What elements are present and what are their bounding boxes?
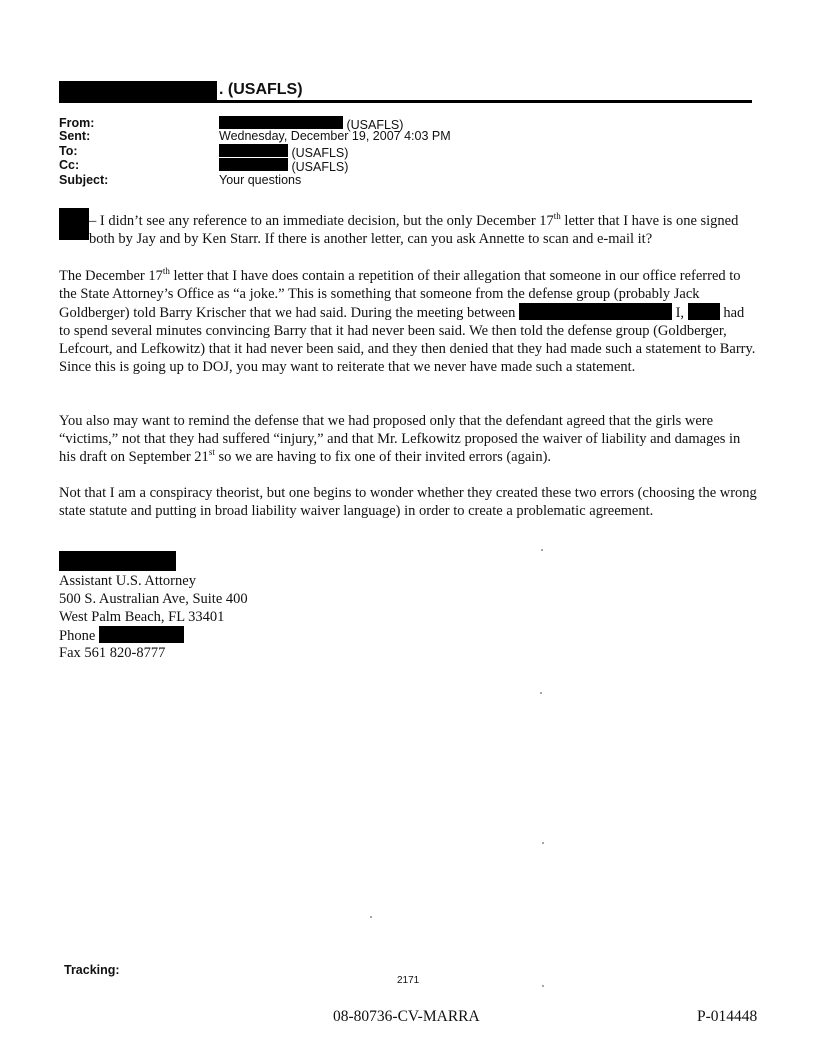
to-label: To: xyxy=(59,144,78,158)
redaction-block xyxy=(219,144,288,157)
redaction-block xyxy=(99,626,184,643)
scan-speck xyxy=(370,916,372,918)
paragraph-2-text-b: letter that I have does contain a repetition of their allegation that someone in our office referred to the State Attorney’s Office as “a joke.” This is something that someone from the defense group (probably Jack Goldberger) told Barry Krischer that we had said. During the meeting between xyxy=(59,268,741,321)
from-label: From: xyxy=(59,116,95,130)
redaction-block xyxy=(59,551,176,571)
signature-address-1: 500 S. Australian Ave, Suite 400 xyxy=(59,591,248,607)
paragraph-2 xyxy=(59,267,759,376)
phone-label: Phone xyxy=(59,628,99,644)
cc-value-text: (USAFLS) xyxy=(291,160,349,174)
signature-fax: Fax 561 820-8777 xyxy=(59,645,166,661)
bates-number: P-014448 xyxy=(697,1008,758,1025)
scan-speck xyxy=(541,549,543,551)
subject-value: Your questions xyxy=(219,173,302,187)
title-rule xyxy=(59,100,752,103)
paragraph-3-text-b: so we are having to fix one of their invited errors (again). xyxy=(214,449,552,465)
paragraph-1 xyxy=(59,212,759,248)
cc-label: Cc: xyxy=(59,158,80,172)
paragraph-3-text-a: You also may want to remind the defense that we had proposed only that the defendant agreed that the girls were “victims,” not that they had suffered “injury,” and that Mr. Lefkowitz proposed the waiver of liability and damages in his draft on September 21 xyxy=(59,413,741,465)
scan-speck xyxy=(540,692,542,694)
to-value-text: (USAFLS) xyxy=(291,146,349,160)
paragraph-1-text-b: letter that I have is one signed both by Jay and by Ken Starr. If there is another letter, can you ask Annette to scan and e-mail it? xyxy=(89,213,739,247)
signature-phone xyxy=(59,626,184,645)
paragraph-3 xyxy=(59,412,759,466)
paragraph-2-text-c: I, xyxy=(671,305,688,321)
paragraph-2-sup: th xyxy=(162,266,170,277)
paragraph-1-text-a: – I didn’t see any reference to an immediate decision, but the only December 17 xyxy=(89,213,554,229)
scan-speck xyxy=(542,842,544,844)
tracking-label: Tracking: xyxy=(64,963,120,977)
case-number: 08-80736-CV-MARRA xyxy=(333,1008,480,1025)
redaction-block xyxy=(519,303,614,320)
subject-label: Subject: xyxy=(59,173,109,187)
paragraph-2-text-d: had to spend several minutes convincing Barry that it had never been said. We then told the defense group (Goldberger, Lefcourt, and Lefkowitz) that it had never been said, and they then denied that they had made such a statement to Barry. Since this is going up to DOJ, you may want to reiterate that we never have made such a statement. xyxy=(59,305,756,375)
paragraph-4: Not that I am a conspiracy theorist, but one begins to wonder whether they created these two errors (choosing the wrong state statute and putting in broad liability waiver language) in order to create a problematic agreement. xyxy=(59,485,757,519)
to-row xyxy=(59,144,659,159)
title-suffix: . (USAFLS) xyxy=(219,81,303,98)
sent-label: Sent: xyxy=(59,129,91,143)
signature-name-redaction xyxy=(59,551,176,573)
signature-address-2: West Palm Beach, FL 33401 xyxy=(59,609,225,625)
redaction-block xyxy=(219,158,288,171)
redaction-block xyxy=(614,303,672,320)
sent-row xyxy=(59,129,659,144)
email-title xyxy=(59,80,752,102)
from-value-text: (USAFLS) xyxy=(343,118,404,132)
subject-row xyxy=(59,173,659,188)
paragraph-1-sup: th xyxy=(553,211,561,222)
signature-title: Assistant U.S. Attorney xyxy=(59,573,196,589)
paragraph-3-sup: st xyxy=(208,447,215,458)
redaction-block xyxy=(219,116,343,129)
redaction-block xyxy=(59,81,217,100)
page-number: 2171 xyxy=(397,975,420,986)
scan-speck xyxy=(542,985,544,987)
cc-row xyxy=(59,158,659,173)
redaction-block xyxy=(688,303,720,320)
paragraph-2-text-a: The December 17 xyxy=(59,268,163,284)
redaction-block xyxy=(59,208,89,240)
sent-value: Wednesday, December 19, 2007 4:03 PM xyxy=(219,129,451,143)
